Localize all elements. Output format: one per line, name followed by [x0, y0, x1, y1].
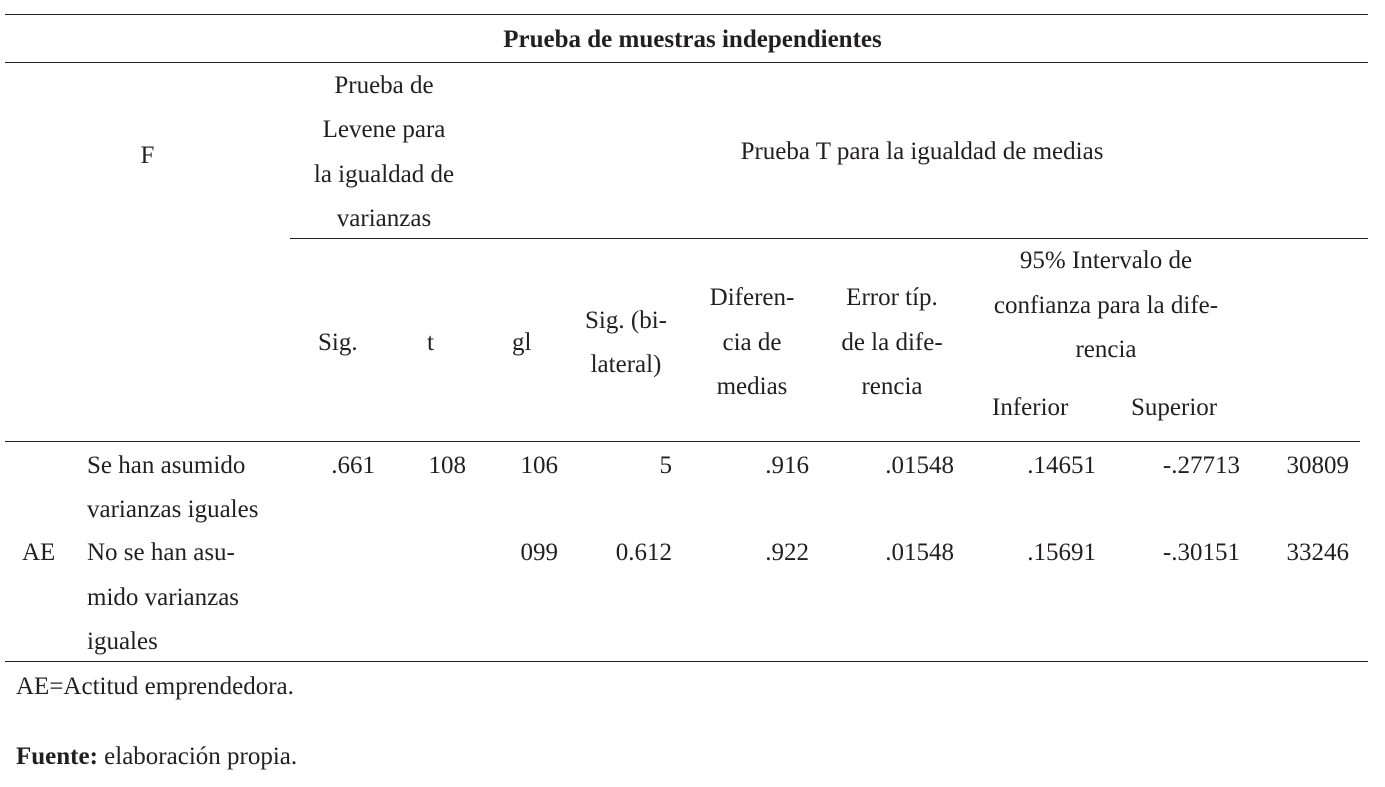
- header-levene-line: Levene para: [322, 116, 446, 143]
- header-superior: Superior: [1131, 394, 1218, 421]
- cell-sig-bilateral: 0.612: [615, 539, 672, 566]
- cell-diferencia-medias: .916: [765, 452, 809, 479]
- table-title: Prueba de muestras independientes: [503, 26, 882, 53]
- group-label: AE: [22, 539, 56, 566]
- row-label-line: No se han asu-: [87, 539, 235, 566]
- header-inferior: Inferior: [992, 394, 1069, 421]
- header-intervalo-line: rencia: [1075, 336, 1137, 363]
- cell-error-tipico: .01548: [885, 452, 954, 479]
- header-bottom-rule: [5, 441, 1360, 442]
- cell-superior: -.27713: [1162, 452, 1240, 479]
- header-levene-line: varianzas: [336, 205, 432, 232]
- cell-gl: 099: [520, 539, 558, 566]
- cell-gl: 106: [520, 452, 558, 479]
- title-bottom-rule: [5, 62, 1368, 63]
- cell-sig-bilateral: 5: [659, 452, 672, 479]
- header-intervalo-line: 95% Intervalo de: [1019, 247, 1193, 274]
- header-diferencia-line: medias: [716, 373, 788, 400]
- cell-error-tipico: .01548: [885, 539, 954, 566]
- abbreviation-note: AE=Actitud emprendedora.: [16, 673, 294, 700]
- header-sig: Sig.: [318, 329, 358, 356]
- header-error-line: de la dife-: [841, 329, 943, 356]
- header-levene-line: Prueba de: [334, 72, 434, 99]
- cell-extra: 33246: [1286, 539, 1349, 566]
- cell-superior: -.30151: [1162, 539, 1240, 566]
- header-gl: gl: [512, 329, 532, 356]
- cell-diferencia-medias: .922: [765, 539, 809, 566]
- header-diferencia-line: cia de: [722, 329, 782, 356]
- header-error-line: rencia: [861, 373, 923, 400]
- row-label-line: mido varianzas: [87, 584, 240, 611]
- header-f: F: [140, 142, 155, 169]
- cell-extra: 30809: [1286, 452, 1349, 479]
- table-bottom-rule: [5, 661, 1368, 662]
- row-label-line: iguales: [87, 628, 158, 655]
- row-label-line: varianzas iguales: [87, 496, 259, 523]
- source-text: elaboración propia.: [97, 743, 298, 770]
- header-error-line: Error típ.: [846, 284, 938, 311]
- source-label: Fuente:: [16, 743, 98, 770]
- row-label-line: Se han asumido: [87, 452, 246, 479]
- table-top-rule: [5, 14, 1368, 15]
- header-levene-line: la igualdad de: [313, 161, 455, 188]
- cell-sig: .661: [331, 452, 375, 479]
- header-diferencia-line: Diferen-: [709, 284, 795, 311]
- header-sig-bilateral-line: lateral): [590, 351, 662, 378]
- cell-inferior: .14651: [1027, 452, 1096, 479]
- header-intervalo-line: confianza para la dife-: [993, 292, 1219, 319]
- header-sig-bilateral-line: Sig. (bi-: [585, 307, 667, 334]
- cell-t: 108: [428, 452, 466, 479]
- source-note: [16, 735, 297, 779]
- header-ttest: Prueba T para la igualdad de medias: [740, 138, 1104, 165]
- cell-inferior: .15691: [1027, 539, 1096, 566]
- header-t: t: [427, 329, 434, 356]
